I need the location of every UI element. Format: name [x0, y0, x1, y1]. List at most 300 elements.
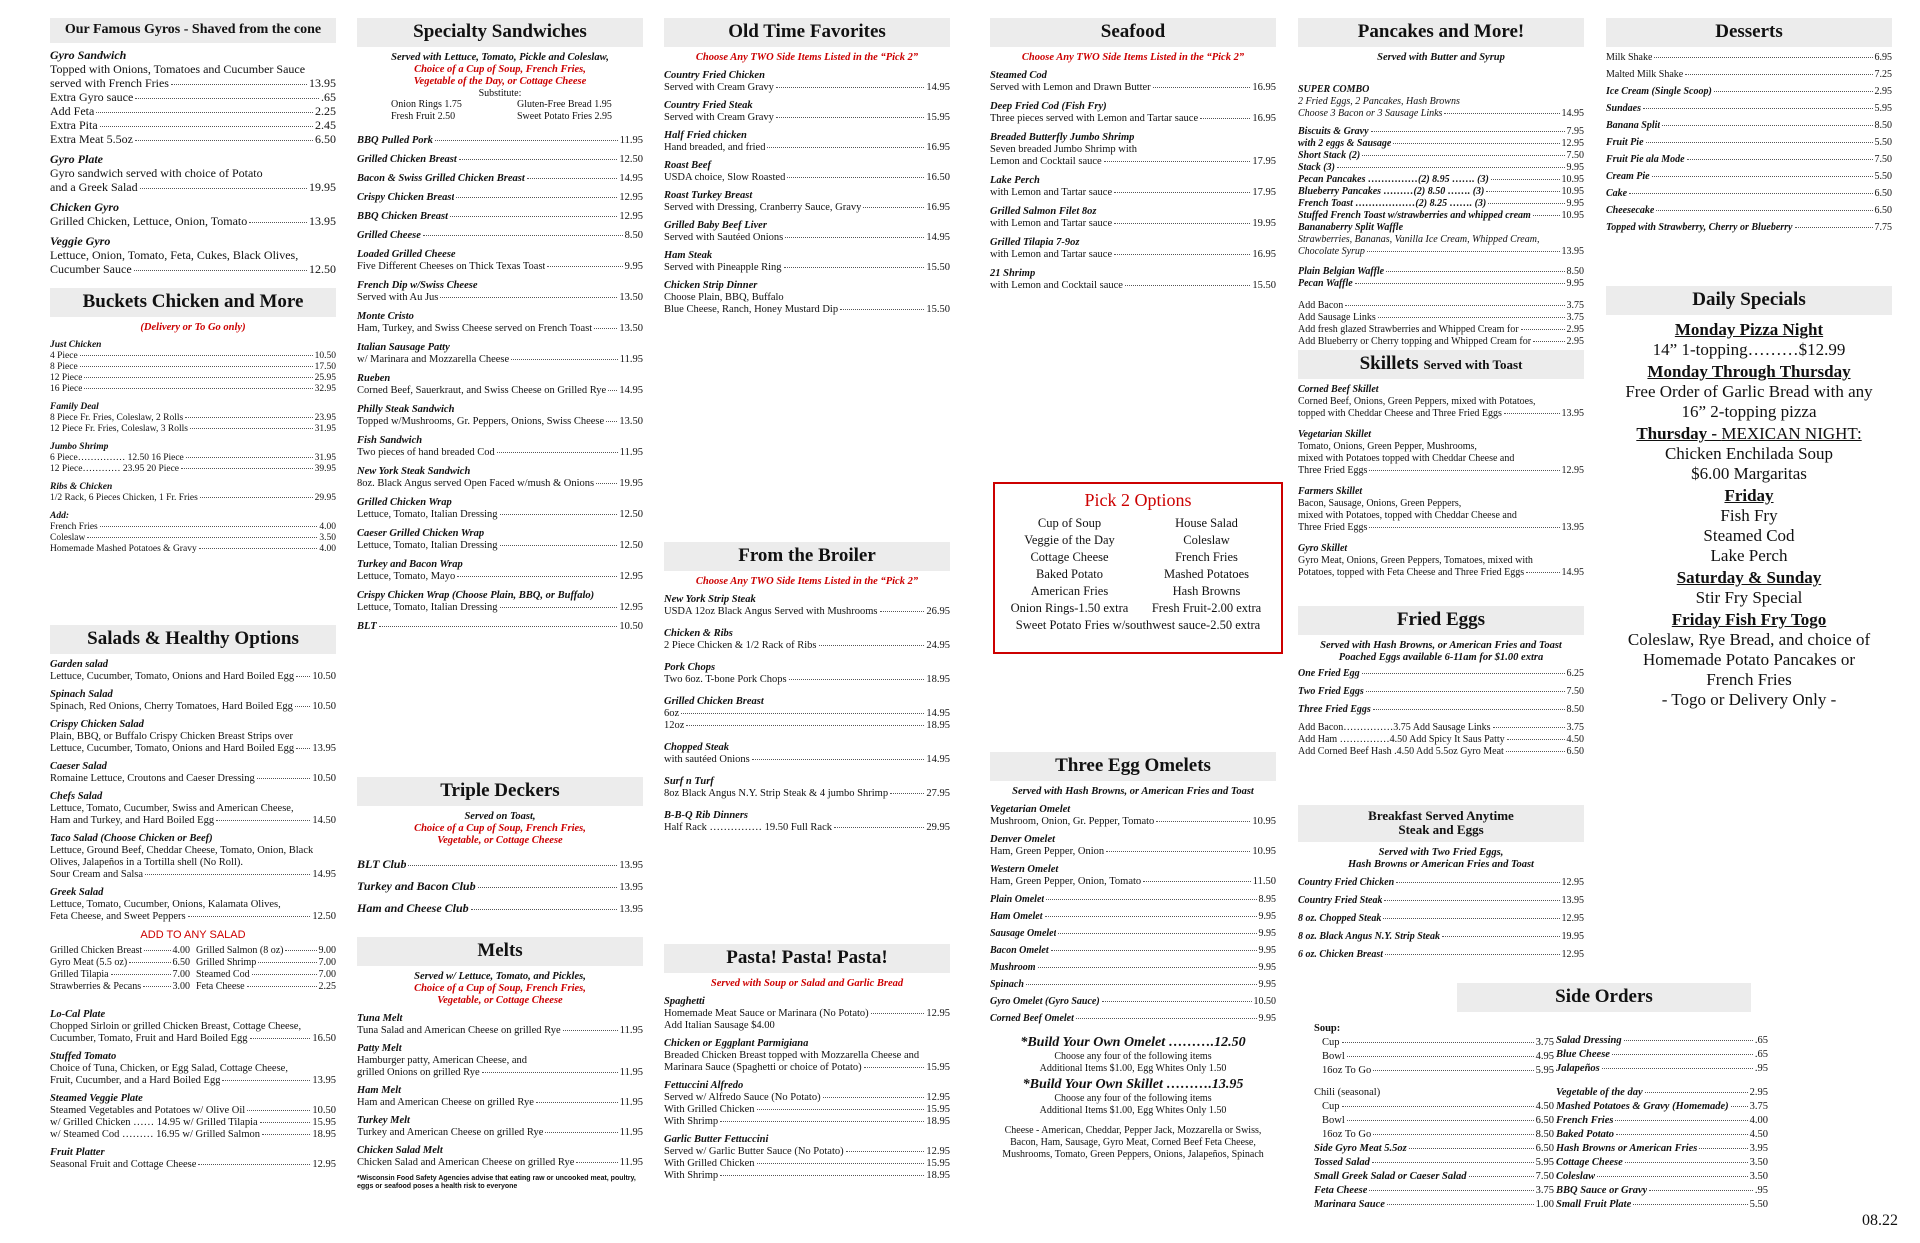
price-line: [1298, 96, 1584, 108]
price-line: [50, 1105, 336, 1117]
menu-item: [357, 280, 643, 304]
line-text: Lettuce, Onion, Tomato, Feta, Cukes, Black Olives,: [50, 248, 299, 262]
price-line: [357, 323, 643, 335]
line-text: with Lemon and Cocktail sauce: [990, 280, 1123, 291]
dot-leader: [260, 1122, 311, 1123]
item-name: Half Fried chicken: [664, 130, 747, 141]
price-line: [1298, 162, 1584, 174]
price-line: [1298, 210, 1584, 222]
price-line: [50, 493, 336, 504]
dot-leader: [1366, 691, 1565, 692]
price-line: [1298, 668, 1584, 680]
menu-item: [990, 206, 1276, 230]
section-title: [1298, 350, 1584, 379]
pick-2-option: Onion Rings-1.50 extra: [1010, 601, 1129, 615]
line-text: Served with Dressing, Cranberry Sauce, Gravy: [664, 202, 862, 213]
price-line: [1298, 704, 1584, 716]
pancake-adds: [1298, 300, 1584, 348]
line-price: 11.95: [619, 1067, 643, 1078]
price-line: [990, 894, 1276, 906]
special-line: Steamed Cod: [1703, 526, 1795, 545]
price-line: [1298, 150, 1584, 162]
menu-item: [357, 435, 643, 459]
specialty-section: [357, 18, 643, 640]
pancake-rows: [1298, 126, 1584, 222]
pick-2-option: Fresh Fruit-2.00 extra: [1151, 601, 1262, 615]
note-line-3: Vegetable, or Cottage Cheese: [437, 835, 563, 846]
line-text: Extra Gyro sauce: [50, 90, 134, 104]
dot-leader: [890, 793, 924, 794]
line-price: 16.95: [926, 202, 950, 213]
line-price: 7.50: [1566, 686, 1584, 697]
menu-item: [990, 237, 1276, 261]
line-text: Ham Omelet: [990, 911, 1043, 922]
item-name: Vegetarian Omelet: [990, 804, 1071, 815]
dot-leader: [594, 328, 617, 329]
dot-leader: [96, 112, 313, 113]
line-price: 8.50: [1566, 266, 1584, 277]
soup-label: Soup:: [1314, 1023, 1341, 1034]
line-price: 6.50: [1566, 746, 1584, 757]
menu-item: [1298, 486, 1584, 534]
line-price: 3.75: [1535, 1037, 1554, 1048]
line-price: 15.95: [926, 1062, 950, 1073]
daily-specials-list: [1606, 320, 1892, 710]
line-price: .65: [1754, 1035, 1768, 1046]
line-price: 11.95: [619, 1025, 643, 1036]
price-line: [990, 249, 1276, 261]
skillets-subtitle: Served with Toast: [1423, 357, 1523, 372]
special-line: Lake Perch: [1710, 546, 1788, 565]
line-text: Ham and Cheese Club: [357, 901, 469, 915]
line-price: 13.95: [309, 76, 336, 90]
line-text: 6 Piece…………… 12.50 16 Piece: [50, 453, 184, 463]
price-line: [1556, 1100, 1768, 1114]
item-name: SUPER COMBO: [1298, 84, 1370, 95]
price-line: [50, 1063, 336, 1075]
menu-item: [357, 1115, 643, 1139]
dot-leader: [1385, 954, 1559, 955]
price-line: [357, 416, 643, 428]
price-line: [50, 351, 336, 362]
menu-item: [357, 559, 643, 583]
dot-leader: [500, 607, 618, 608]
line-price: 10.95: [1561, 174, 1584, 185]
price-line: [1298, 453, 1584, 465]
line-text: Add Italian Sausage $4.00: [664, 1020, 775, 1031]
substitute-option: Gluten-Free Bread 1.95: [517, 99, 612, 110]
price-line: [1298, 567, 1584, 579]
note-line-1: Served on Toast,: [464, 811, 536, 822]
dot-leader: [257, 778, 311, 779]
daily-specials-section: [1606, 286, 1892, 712]
section-title: Triple Deckers: [357, 777, 643, 806]
build-choose: Choose any four of the following items: [1054, 1051, 1212, 1062]
special-line: 16” 2-topping pizza: [1681, 402, 1817, 421]
price-line: [664, 1092, 950, 1104]
line-text: Milk Shake: [1606, 52, 1653, 63]
menu-item: [50, 482, 336, 504]
line-price: 15.50: [926, 304, 950, 315]
dot-leader: [1384, 900, 1559, 901]
price-line: [50, 911, 336, 923]
price-line: [1298, 278, 1584, 290]
dot-leader: [511, 359, 618, 360]
dot-leader: [482, 1072, 618, 1073]
line-price: 7.50: [1566, 150, 1584, 161]
breakfast-items: [1298, 877, 1584, 961]
line-text: Corned Beef Omelet: [990, 1013, 1074, 1024]
item-name: Denver Omelet: [990, 834, 1056, 845]
line-price: 6.50: [172, 957, 190, 968]
line-text: Two 6oz. T-bone Pork Chops: [664, 674, 787, 685]
line-price: 12.95: [1561, 138, 1584, 149]
price-line: [664, 1050, 950, 1062]
price-line: [990, 144, 1276, 156]
line-text: 16oz To Go: [1322, 1129, 1372, 1140]
special-heading-text: Monday Through Thursday: [1647, 362, 1851, 381]
item-name: Philly Steak Sandwich: [357, 404, 455, 415]
dot-leader: [1058, 933, 1256, 934]
dot-leader: [720, 1175, 924, 1176]
line-text: Grilled Chicken, Lettuce, Onion, Tomato: [50, 214, 248, 228]
line-text: Cup: [1322, 1037, 1340, 1048]
melts-items: [357, 1013, 643, 1169]
line-price: 12.95: [619, 571, 643, 582]
line-text: Gyro sandwich served with choice of Potato: [50, 166, 263, 180]
menu-item: [664, 742, 950, 766]
dot-leader: [1506, 751, 1565, 752]
dot-leader: [262, 1134, 310, 1135]
dot-leader: [608, 390, 617, 391]
price-line: [357, 135, 643, 147]
line-price: 3.75: [1749, 1101, 1768, 1112]
line-text: Feta Cheese: [1314, 1185, 1368, 1196]
dot-leader: [823, 1097, 925, 1098]
line-text: Lettuce, Tomato, Mayo: [357, 571, 456, 582]
price-line: [1298, 510, 1584, 522]
item-name: Loaded Grilled Cheese: [357, 249, 456, 260]
special-line: Free Order of Garlic Bread with any: [1625, 382, 1873, 401]
line-price: 14.95: [312, 869, 336, 880]
line-text: Sausage Omelet: [990, 928, 1057, 939]
menu-item: [357, 1013, 643, 1037]
line-price: 12.95: [619, 602, 643, 613]
substitute-options: [357, 99, 643, 123]
dot-leader: [1386, 271, 1564, 272]
line-price: 16.95: [1252, 82, 1276, 93]
line-text: Served with Au Jus: [357, 292, 439, 303]
dot-leader: [1373, 1070, 1533, 1071]
line-text: Tossed Salad: [1314, 1157, 1370, 1168]
line-price: 19.95: [309, 180, 336, 194]
line-price: 5.50: [1874, 171, 1892, 182]
menu-item: [357, 528, 643, 552]
line-text: Mushroom, Onion, Gr. Pepper, Tomato: [990, 816, 1155, 827]
line-text: Mushroom: [990, 962, 1036, 973]
price-line: [1314, 1128, 1554, 1142]
pancakes-items: [1298, 84, 1584, 348]
menu-item: [990, 70, 1276, 94]
item-name: Bananaberry Split Waffle: [1298, 222, 1404, 233]
price-line: [1314, 1064, 1554, 1078]
section-note: Choose Any TWO Side Items Listed in the “Pick 2”: [695, 576, 919, 587]
line-text: BBQ Sauce or Gravy: [1556, 1185, 1648, 1196]
dot-leader: [1373, 1134, 1533, 1135]
dot-leader: [1597, 1176, 1748, 1177]
price-line: [1298, 266, 1584, 278]
dot-leader: [1114, 254, 1250, 255]
menu-version: 08.22: [1862, 1212, 1898, 1229]
line-text: 8oz. Black Angus served Open Faced w/mush & Onions: [357, 478, 595, 489]
line-text: Gyro Meat (5.5 oz): [50, 957, 128, 968]
item-name: Chopped Steak: [664, 742, 730, 753]
price-line: [664, 1062, 950, 1074]
line-text: Served w/ Alfredo Sauce (No Potato): [664, 1092, 821, 1103]
line-text: One Fried Egg: [1298, 668, 1360, 679]
item-name: Country Fried Chicken: [664, 70, 765, 81]
line-price: 14.95: [1561, 567, 1584, 578]
menu-item: [50, 234, 336, 276]
section-title: Pancakes and More!: [1298, 18, 1584, 47]
price-line: [1314, 1100, 1554, 1114]
broiler-items: [664, 594, 950, 834]
note-line-3: Vegetable of the Day, or Cottage Cheese: [413, 76, 587, 87]
dot-leader: [435, 140, 618, 141]
special-heading-text: Thursday -: [1636, 424, 1722, 443]
item-name: Steamed Cod: [990, 70, 1047, 81]
line-text: Lettuce, Tomato, Italian Dressing: [357, 509, 498, 520]
side-orders-section: [1404, 983, 1804, 1018]
chili-label: Chili (seasonal): [1314, 1087, 1381, 1098]
price-line: [1556, 1170, 1768, 1184]
price-line: [50, 362, 336, 373]
price-line: [357, 602, 643, 614]
line-price: 5.50: [1749, 1199, 1768, 1210]
line-text: Choose 3 Bacon or 3 Sausage Links: [1298, 108, 1443, 119]
line-text: Mashed Potatoes & Gravy (Homemade): [1556, 1101, 1729, 1112]
price-line: [1556, 1184, 1768, 1198]
item-name: Jumbo Shrimp: [50, 442, 109, 452]
price-line: [664, 232, 950, 244]
menu-item: [664, 70, 950, 94]
build-omelet: *Build Your Own Omelet ……….12.50: [1020, 1035, 1246, 1050]
omelets-section: [990, 752, 1276, 1161]
dot-leader: [1645, 1092, 1748, 1093]
line-price: 9.95: [1258, 962, 1276, 973]
menu-item: [357, 373, 643, 397]
price-line: [990, 1013, 1276, 1025]
line-text: Half Rack …………… 19.50 Full Rack: [664, 822, 832, 833]
line-price: 24.95: [926, 640, 950, 651]
price-line: [990, 911, 1276, 923]
line-price: 27.95: [926, 788, 950, 799]
price-line: [664, 1020, 950, 1032]
special-line: Chicken Enchilada Soup: [1664, 444, 1834, 463]
line-price: 5.50: [1874, 137, 1892, 148]
price-line: [1556, 1198, 1768, 1212]
price-line: [664, 822, 950, 834]
item-name: Family Deal: [50, 402, 99, 412]
dot-leader: [720, 1121, 924, 1122]
pick-2-option: American Fries: [1030, 584, 1109, 598]
price-line: [50, 453, 336, 464]
line-text: Strawberries & Pecans: [50, 981, 142, 992]
price-line: [1298, 408, 1584, 420]
line-text: Bacon & Swiss Grilled Chicken Breast: [357, 173, 525, 184]
dot-leader: [1362, 155, 1564, 156]
line-text: w/ Grilled Chicken …… 14.95 w/ Grilled Tilapia: [50, 1117, 258, 1128]
price-line: [357, 173, 643, 185]
dot-leader: [1624, 1040, 1753, 1041]
price-line: [1606, 137, 1892, 149]
line-price: 15.95: [926, 1158, 950, 1169]
dot-leader: [181, 468, 313, 469]
line-price: 14.95: [1561, 108, 1584, 119]
line-price: 4.00: [319, 544, 336, 554]
menu-item: [50, 152, 336, 194]
melts-section: [357, 937, 643, 1191]
seafood-items: [990, 70, 1276, 292]
price-line: [50, 1075, 336, 1087]
dot-leader: [145, 874, 310, 875]
section-title: Pasta! Pasta! Pasta!: [664, 944, 950, 973]
item-name: 21 Shrimp: [990, 268, 1036, 279]
line-price: 26.95: [926, 606, 950, 617]
line-text: Steamed Vegetables and Potatoes w/ Olive Oil: [50, 1105, 246, 1116]
price-line: [50, 899, 336, 911]
line-price: 13.50: [619, 416, 643, 427]
pick-2-grid: [1001, 515, 1275, 617]
line-text: Five Different Cheeses on Thick Texas Toast: [357, 261, 546, 272]
line-price: 9.95: [1258, 928, 1276, 939]
dot-leader: [285, 950, 316, 951]
line-price: 9.95: [1258, 1013, 1276, 1024]
line-text: Potatoes, topped with Feta Cheese and Three Fried Eggs: [1298, 567, 1525, 578]
line-text: Three Fried Eggs: [1298, 522, 1368, 533]
line-text: Add Blueberry or Cherry topping and Whipped Cream for: [1298, 336, 1532, 347]
price-line: [1606, 222, 1892, 234]
dot-leader: [1795, 227, 1873, 228]
line-price: 19.95: [1252, 218, 1276, 229]
item-name: Spaghetti: [664, 996, 705, 1007]
fried-eggs-section: [1298, 606, 1584, 758]
price-line: [357, 1127, 643, 1139]
line-price: 25.95: [314, 373, 336, 383]
line-price: 14.95: [926, 82, 950, 93]
line-price: .95: [1754, 1063, 1768, 1074]
price-line: [1606, 154, 1892, 166]
line-price: 13.95: [309, 214, 336, 228]
salads-items: [50, 659, 336, 923]
price-line: [1298, 312, 1584, 324]
line-text: Marinara Sauce: [1314, 1199, 1385, 1210]
line-text: Hand breaded, and fried: [664, 142, 766, 153]
line-price: 3.75: [1566, 312, 1584, 323]
menu-item: [50, 1147, 336, 1171]
price-line: [1298, 931, 1584, 943]
item-name: Gyro Sandwich: [50, 48, 127, 62]
dot-leader: [1491, 179, 1560, 180]
line-text: Extra Pita: [50, 118, 98, 132]
line-price: 8.50: [1535, 1129, 1554, 1140]
item-name: Ham Steak: [664, 250, 713, 261]
line-text: 4 Piece: [50, 351, 78, 361]
price-line: [50, 373, 336, 384]
line-price: 5.95: [1535, 1157, 1554, 1168]
omelets-items: [990, 804, 1276, 888]
pick-2-options-box: [993, 482, 1283, 654]
line-text: Fruit, Cucumber, and a Hard Boiled Egg: [50, 1075, 221, 1086]
line-price: 3.75: [1566, 722, 1584, 733]
line-price: 4.00: [319, 522, 336, 532]
price-line: [1556, 1086, 1768, 1100]
price-line: [990, 82, 1276, 94]
line-text: Grilled Chicken Breast: [357, 154, 457, 165]
line-price: 12.95: [619, 192, 643, 203]
desserts-section: [1606, 18, 1892, 239]
line-text: Chopped Sirloin or grilled Chicken Breast, Cottage Cheese,: [50, 1021, 302, 1032]
line-price: 4.50: [1749, 1129, 1768, 1140]
line-text: Lettuce, Tomato, Italian Dressing: [357, 602, 498, 613]
price-line: [50, 544, 336, 555]
side-orders-left: [1314, 1022, 1554, 1212]
dot-leader: [1633, 1204, 1747, 1205]
price-line: [50, 166, 336, 180]
price-line: [1314, 1170, 1554, 1184]
line-text: Lemon and Cocktail sauce: [990, 156, 1102, 167]
line-text: Ice Cream (Single Scoop): [1606, 86, 1712, 97]
price-line: [357, 1025, 643, 1037]
menu-item: [50, 761, 336, 785]
price-line: [50, 773, 336, 785]
line-text: Sour Cream and Salsa: [50, 869, 144, 880]
item-name: Greek Salad: [50, 887, 104, 898]
daily-special: [1606, 568, 1892, 608]
menu-item: [357, 342, 643, 366]
section-title: Buckets Chicken and More: [50, 288, 336, 317]
salads-section: [50, 625, 336, 1177]
line-price: 14.95: [926, 754, 950, 765]
dot-leader: [834, 827, 924, 828]
fried-egg-adds: [1298, 722, 1584, 758]
item-name: Lo-Cal Plate: [50, 1009, 106, 1020]
line-text: Three pieces served with Lemon and Tartar sauce: [990, 113, 1199, 124]
price-line: [357, 154, 643, 166]
line-text: Hash Browns or American Fries: [1556, 1143, 1698, 1154]
price-line: [357, 540, 643, 552]
section-note: [357, 52, 643, 88]
price-line: [1556, 1156, 1768, 1170]
line-text: Bowl: [1322, 1115, 1345, 1126]
salads-items-2: [50, 1009, 336, 1171]
dot-leader: [1378, 317, 1565, 318]
menu-item: [664, 1038, 950, 1074]
price-line: [50, 981, 190, 993]
skillets-section: [1298, 350, 1584, 588]
price-line: [1298, 686, 1584, 698]
dot-leader: [1143, 881, 1251, 882]
price-line: [1298, 734, 1584, 746]
line-price: 3.95: [1749, 1143, 1768, 1154]
dot-leader: [199, 548, 318, 549]
line-price: 15.50: [1252, 280, 1276, 291]
line-text: USDA 12oz Black Angus Served with Mushrooms: [664, 606, 878, 617]
line-text: Corned Beef, Onions, Green Peppers, mixed with Potatoes,: [1298, 396, 1536, 407]
dot-leader: [596, 483, 617, 484]
item-name: Fruit Platter: [50, 1147, 105, 1158]
price-line: [50, 104, 336, 118]
